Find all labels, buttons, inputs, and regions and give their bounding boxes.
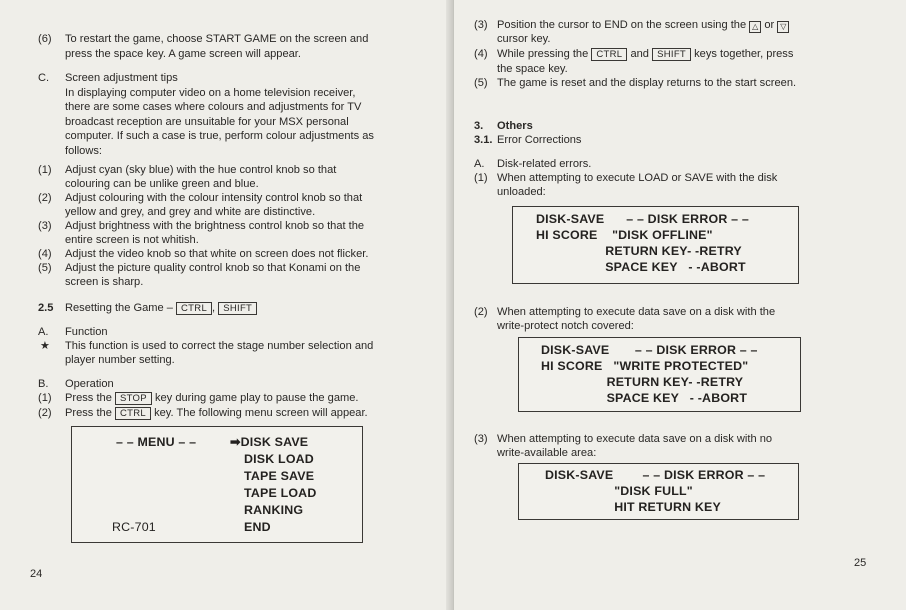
step-text-pre: Press the [65, 407, 112, 419]
error-box-line: HI SCORE "DISK OFFLINE" [536, 228, 713, 242]
page-number: 25 [854, 557, 867, 569]
step-text [497, 18, 789, 33]
subsection-title: Error Corrections [497, 134, 582, 146]
section-text-line: This function is used to correct the stage number selection and [65, 340, 374, 352]
section-text-line: player number setting. [65, 354, 175, 366]
item-text-line: Adjust cyan (sky blue) with the hue control knob so that [65, 164, 337, 176]
item-text-line: When attempting to execute data save on a disk with no [497, 433, 773, 445]
section-letter: A. [38, 326, 49, 338]
item-text-line: colouring can be unlike green and blue. [65, 178, 259, 190]
error-box-line: "DISK FULL" [545, 484, 693, 498]
menu-option: RANKING [244, 503, 304, 517]
step-text-mid: or [764, 19, 775, 31]
error-box-line: HIT RETURN KEY [545, 500, 721, 514]
step-text-pre: Press the [65, 392, 112, 404]
error-box-line: SPACE KEY - -ABORT [541, 391, 748, 405]
item-text-line: write-available area: [497, 447, 597, 459]
section-letter: C. [38, 72, 50, 84]
error-box-line: HI SCORE "WRITE PROTECTED" [541, 359, 749, 373]
disk-offline-error-box [512, 206, 799, 284]
section-number: 3. [474, 120, 484, 132]
stop-key-label: STOP [115, 392, 152, 405]
step-text [65, 406, 368, 421]
item-number: (2) [38, 192, 52, 204]
step-text-line: cursor key. [497, 33, 551, 45]
star-bullet-icon: ★ [40, 340, 50, 352]
item-text-line: When attempting to execute LOAD or SAVE with the disk [497, 172, 778, 184]
down-arrow-key-icon: ▽ [777, 21, 789, 33]
item-text-line: To restart the game, choose START GAME on the screen and [65, 33, 369, 45]
write-protected-error-box [518, 337, 801, 412]
section-letter: B. [38, 378, 49, 390]
item-number: (1) [38, 164, 52, 176]
item-number: (2) [474, 306, 488, 318]
shift-key-label: SHIFT [652, 48, 691, 61]
item-text-line: Adjust the picture quality control knob so that Konami on the [65, 262, 361, 274]
menu-option: END [244, 520, 271, 534]
error-box-line: RETURN KEY- -RETRY [541, 375, 744, 389]
item-text-line: Adjust the video knob so that white on screen does not flicker. [65, 248, 369, 260]
section-text-line: there are some cases where colours and adjustments for TV [65, 101, 362, 113]
step-text-post: keys together, press [694, 48, 794, 60]
error-box-line: DISK-SAVE – – DISK ERROR – – [536, 212, 749, 226]
section-title: Disk-related errors. [497, 158, 592, 170]
section-number: 2.5 [38, 302, 54, 314]
step-number: (5) [474, 77, 488, 89]
item-number: (4) [38, 248, 52, 260]
step-text-post: key. The following menu screen will appear. [154, 407, 368, 419]
right-page [454, 0, 906, 610]
section-title: Resetting the Game – [65, 302, 173, 314]
step-number: (2) [38, 407, 52, 419]
model-label: RC-701 [112, 520, 156, 534]
section-title: Others [497, 120, 533, 132]
menu-option: TAPE SAVE [244, 469, 315, 483]
section-title: Operation [65, 378, 114, 390]
item-text-line: Adjust colouring with the colour intensity control knob so that [65, 192, 363, 204]
item-text-line: write-protect notch covered: [497, 320, 634, 332]
step-text-pre: Position the cursor to END on the screen using the [497, 19, 747, 31]
menu-header: – – MENU – – [116, 435, 197, 449]
item-text-line: yellow and grey, and grey and white are distinctive. [65, 206, 316, 218]
left-page [0, 0, 452, 610]
item-text-line: When attempting to execute data save on a disk with the [497, 306, 776, 318]
disk-full-error-box [518, 463, 799, 520]
item-number: (1) [474, 172, 488, 184]
item-number: (3) [38, 220, 52, 232]
menu-option: DISK LOAD [244, 452, 314, 466]
section-text-line: broadcast reception are unsuitable for your MSX personal [65, 116, 349, 128]
section-text-line: computer. If such a case is true, perform colour adjustments as [65, 130, 374, 142]
step-text-line: The game is reset and the display returns to the start screen. [497, 77, 797, 89]
item-text-line: press the space key. A game screen will appear. [65, 48, 301, 60]
item-number: (5) [38, 262, 52, 274]
step-text-line: the space key. [497, 63, 568, 75]
page-number: 24 [30, 568, 43, 580]
step-number: (1) [38, 392, 52, 404]
menu-screen-box [71, 426, 363, 543]
error-box-line: DISK-SAVE – – DISK ERROR – – [545, 468, 766, 482]
step-text [497, 47, 793, 62]
item-text-line: Adjust brightness with the brightness control knob so that the [65, 220, 365, 232]
section-title: Screen adjustment tips [65, 72, 178, 84]
step-text-and: and [630, 48, 649, 60]
section-letter: A. [474, 158, 485, 170]
error-box-line: RETURN KEY- -RETRY [536, 244, 742, 258]
error-box-line: DISK-SAVE – – DISK ERROR – – [541, 343, 758, 357]
ctrl-key-label: CTRL [176, 302, 212, 315]
section-title: Function [65, 326, 108, 338]
separator: , [212, 302, 216, 314]
item-number: (3) [474, 433, 488, 445]
error-box-line: SPACE KEY - -ABORT [536, 260, 746, 274]
step-number: (3) [474, 19, 488, 31]
item-text-line: entire screen is not whitish. [65, 234, 199, 246]
menu-option: TAPE LOAD [244, 486, 317, 500]
up-arrow-key-icon: △ [749, 21, 761, 33]
item-text-line: unloaded: [497, 186, 546, 198]
step-text [65, 391, 358, 406]
section-text-line: In displaying computer video on a home television receiver, [65, 87, 356, 99]
step-number: (4) [474, 48, 488, 60]
section-heading [65, 301, 257, 316]
ctrl-key-label: CTRL [115, 407, 151, 420]
item-number: (6) [38, 33, 52, 45]
subsection-number: 3.1. [474, 134, 493, 146]
step-text-pre: While pressing the [497, 48, 589, 60]
item-text-line: screen is sharp. [65, 276, 144, 288]
step-text-post: key during game play to pause the game. [154, 392, 359, 404]
shift-key-label: SHIFT [218, 302, 257, 315]
section-text-line: follows: [65, 145, 102, 157]
menu-option: ➡DISK SAVE [230, 435, 309, 449]
ctrl-key-label: CTRL [591, 48, 627, 61]
